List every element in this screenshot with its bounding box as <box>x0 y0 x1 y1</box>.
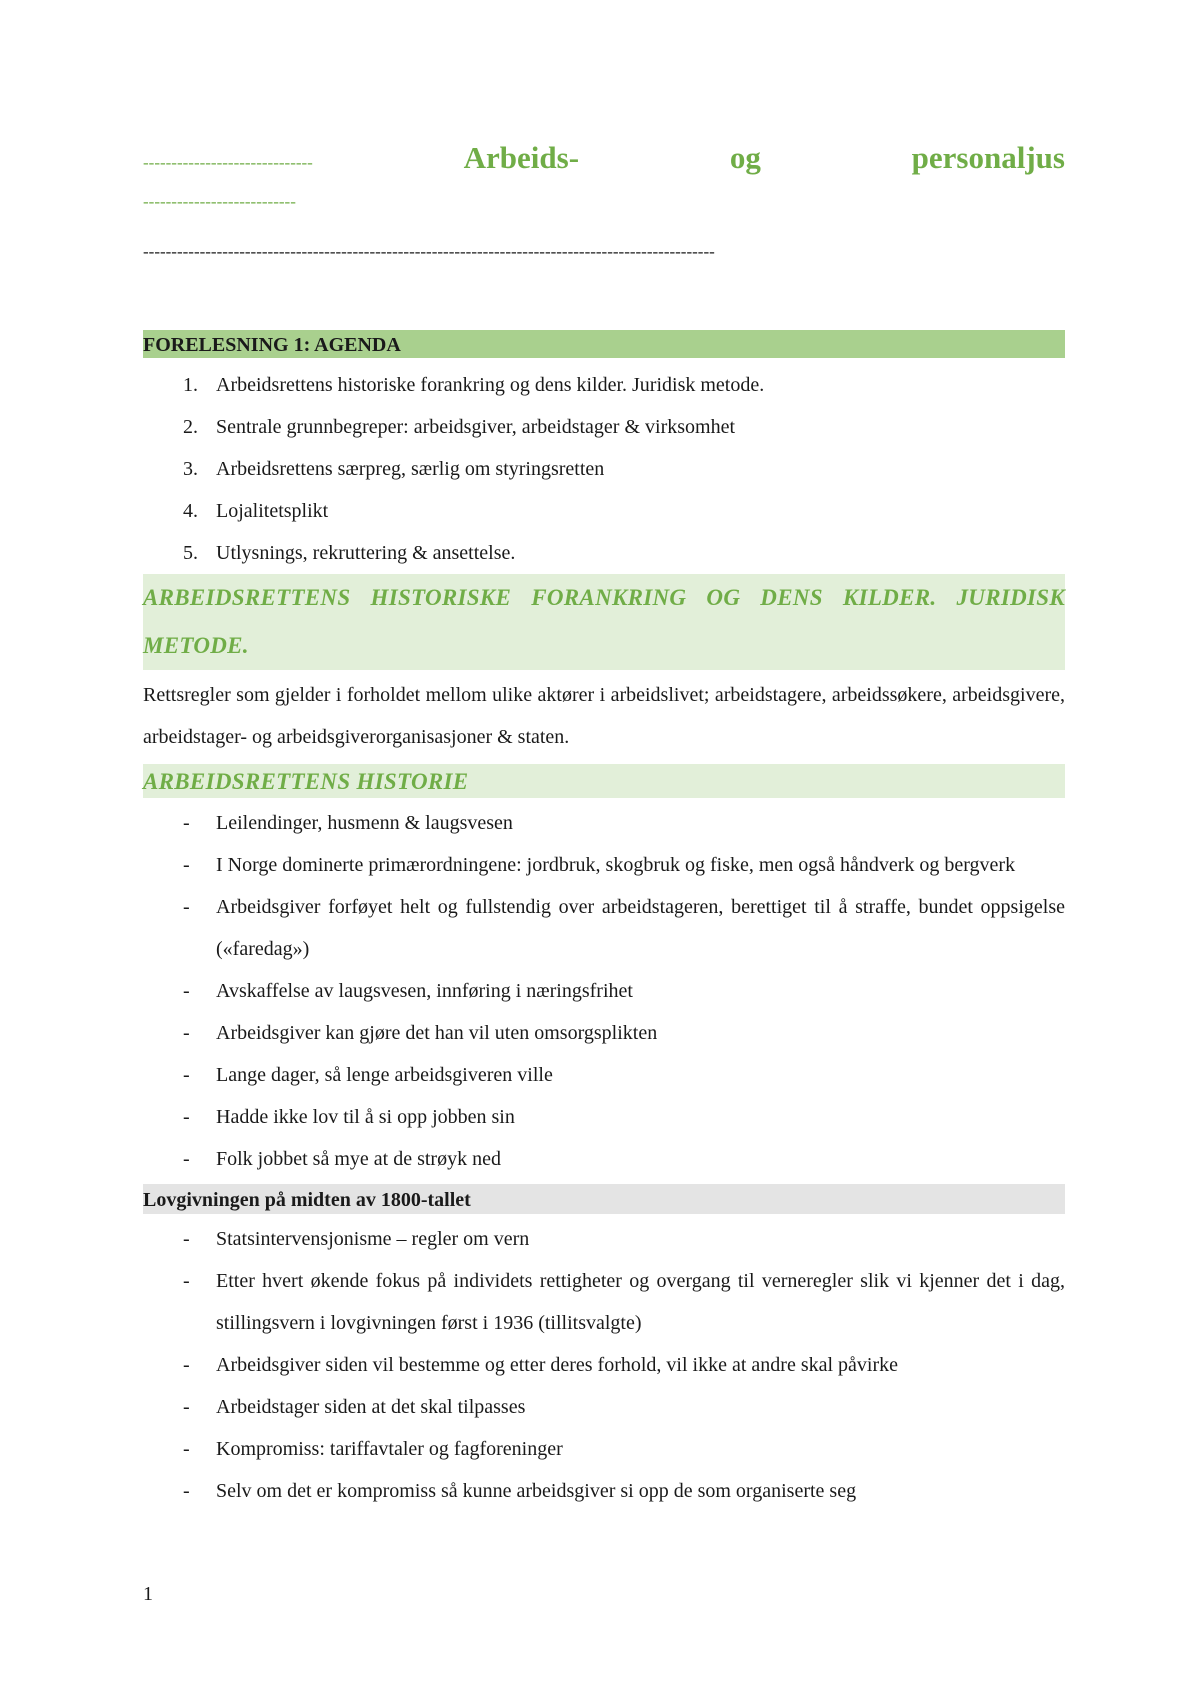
list-item <box>143 970 1065 1012</box>
title-word-1: Arbeids- <box>463 140 580 175</box>
section-paragraph: Rettsregler som gjelder i forholdet mellom ulike aktører i arbeidslivet; arbeidstagere, arbeidssøkere, arbeidsgivere, arbeidstager- og arbeidsgiverorganisasjoner & staten. <box>143 684 1065 748</box>
list-item-text: Statsintervensjonisme – regler om vern <box>216 1228 530 1250</box>
agenda-item <box>143 532 1065 574</box>
agenda-item-text: Arbeidsrettens særpreg, særlig om styringsretten <box>216 458 605 480</box>
list-item-text: Kompromiss: tariffavtaler og fagforeninger <box>216 1438 563 1460</box>
page-number: 1 <box>143 1583 153 1605</box>
list-item-text: Selv om det er kompromiss så kunne arbeidsgiver si opp de som organiserte seg <box>216 1480 857 1502</box>
agenda-list <box>143 364 1065 574</box>
agenda-item-text: Lojalitetsplikt <box>216 500 329 522</box>
title-dash-line-2: --------------------------- <box>143 192 296 211</box>
agenda-item-text: Arbeidsrettens historiske forankring og dens kilder. Juridisk metode. <box>216 374 765 396</box>
list-item-text: Arbeidsgiver siden vil bestemme og etter deres forhold, vil ikke at andre skal påvirke <box>216 1354 899 1376</box>
dash-bullet: - <box>183 1438 190 1460</box>
agenda-item-text: Utlysnings, rekruttering & ansettelse. <box>216 542 516 564</box>
section-heading-historisk-forankring: ARBEIDSRETTENS HISTORISKE FORANKRING OG DENS KILDER. JURIDISK METODE. <box>143 574 1065 670</box>
list-item-text: Leilendinger, husmenn & laugsvesen <box>216 812 513 834</box>
dash-bullet: - <box>183 1022 190 1044</box>
list-item-text: Avskaffelse av laugsvesen, innføring i næringsfrihet <box>216 980 633 1002</box>
list-item-text: Arbeidstager siden at det skal tilpasses <box>216 1396 526 1418</box>
list-item <box>143 1428 1065 1470</box>
subheading-lovgivning: Lovgivningen på midten av 1800-tallet <box>143 1184 1065 1214</box>
list-item-text: Folk jobbet så mye at de strøyk ned <box>216 1148 501 1170</box>
agenda-heading: FORELESNING 1: AGENDA <box>143 330 1065 358</box>
list-item <box>143 1470 1065 1512</box>
agenda-item-number: 4. <box>183 500 198 522</box>
agenda-item-number: 2. <box>183 416 198 438</box>
dash-bullet: - <box>183 1064 190 1086</box>
dash-bullet: - <box>183 1396 190 1418</box>
title-word-3: personaljus <box>911 140 1065 175</box>
list-item <box>143 1096 1065 1138</box>
list-item <box>143 844 1065 886</box>
list-item-text: Arbeidsgiver kan gjøre det han vil uten omsorgsplikten <box>216 1022 658 1044</box>
list-item-text: Etter hvert økende fokus på individets rettigheter og overgang til verneregler slik vi kjenner det i dag, stillingsvern i lovgivningen først i 1936 (tillitsvalgte) <box>216 1270 1065 1334</box>
separator-dash-line: ----------------------------------------------------------------------------------------------------- <box>143 242 715 261</box>
lovgivning-list <box>143 1218 1065 1512</box>
agenda-item-number: 5. <box>183 542 198 564</box>
dash-bullet: - <box>183 1106 190 1128</box>
dash-bullet: - <box>183 1148 190 1170</box>
agenda-item-number: 1. <box>183 374 198 396</box>
agenda-item-number: 3. <box>183 458 198 480</box>
dash-bullet: - <box>183 1270 190 1292</box>
dash-bullet: - <box>183 1480 190 1502</box>
dash-bullet: - <box>183 854 190 876</box>
agenda-item <box>143 364 1065 406</box>
agenda-item <box>143 406 1065 448</box>
dash-bullet: - <box>183 980 190 1002</box>
list-item <box>143 1138 1065 1180</box>
list-item-text: Hadde ikke lov til å si opp jobben sin <box>216 1106 515 1128</box>
list-item <box>143 886 1065 970</box>
title-dash-left: ------------------------------ <box>143 153 313 172</box>
dash-bullet: - <box>183 1354 190 1376</box>
dash-bullet: - <box>183 812 190 834</box>
list-item <box>143 1054 1065 1096</box>
list-item <box>143 802 1065 844</box>
list-item <box>143 1012 1065 1054</box>
dash-bullet: - <box>183 896 190 918</box>
dash-bullet: - <box>183 1228 190 1250</box>
list-item-text: Lange dager, så lenge arbeidsgiveren ville <box>216 1064 553 1086</box>
list-item-text: I Norge dominerte primærordningene: jordbruk, skogbruk og fiske, men også håndverk og bergverk <box>216 854 1016 876</box>
list-item <box>143 1386 1065 1428</box>
historie-list <box>143 802 1065 1180</box>
list-item-text: Arbeidsgiver forføyet helt og fullstendig over arbeidstageren, berettiget til å straffe, bundet oppsigelse («faredag») <box>216 896 1065 960</box>
agenda-item <box>143 490 1065 532</box>
list-item <box>143 1218 1065 1260</box>
document-title <box>143 140 1065 186</box>
title-word-2: og <box>729 140 761 175</box>
list-item <box>143 1260 1065 1344</box>
page-content <box>143 140 1065 1512</box>
list-item <box>143 1344 1065 1386</box>
agenda-item-text: Sentrale grunnbegreper: arbeidsgiver, arbeidstager & virksomhet <box>216 416 736 438</box>
section-heading-historie: ARBEIDSRETTENS HISTORIE <box>143 764 1065 798</box>
agenda-item <box>143 448 1065 490</box>
